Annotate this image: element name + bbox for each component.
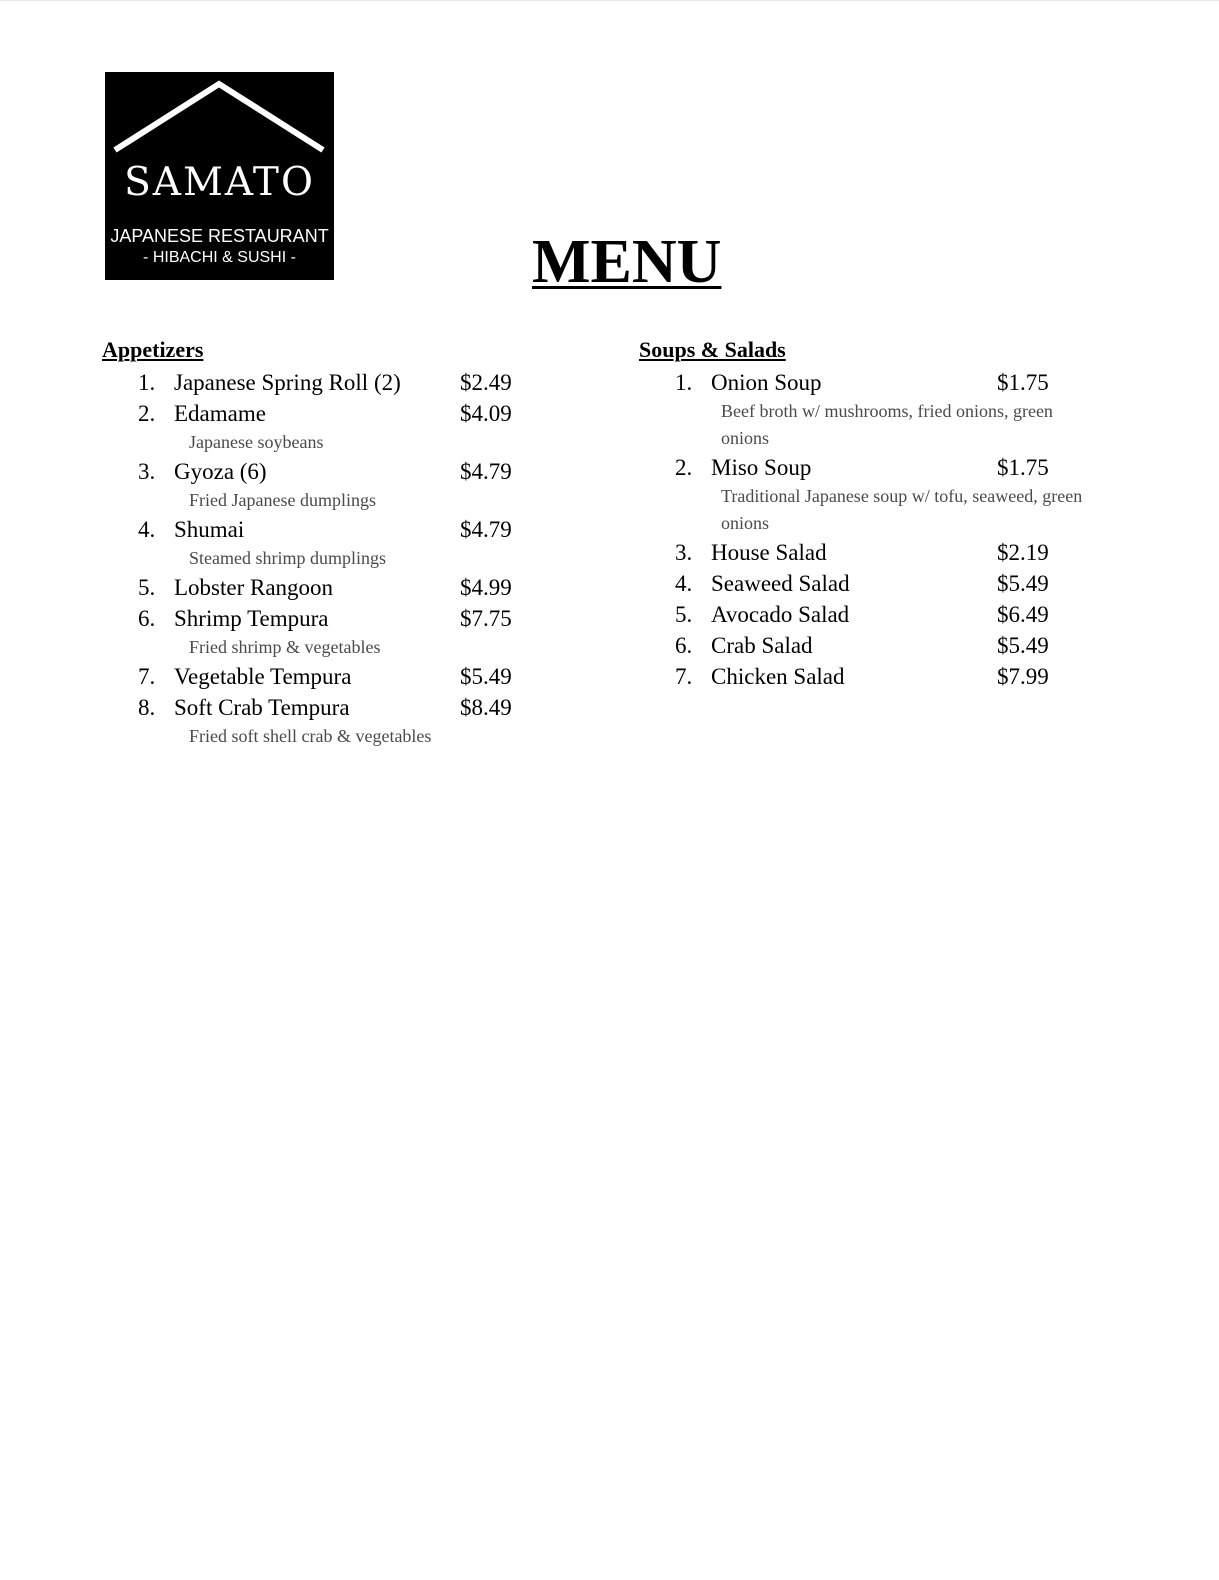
menu-item-number: 5. (138, 575, 156, 600)
menu-item-name: House Salad (711, 540, 827, 565)
menu-item-name: Miso Soup (711, 455, 812, 480)
menu-item-row (102, 661, 572, 692)
menu-item (102, 514, 572, 572)
menu-item-name: Lobster Rangoon (174, 575, 334, 600)
menu-item-number: 1. (675, 370, 693, 395)
menu-item-name: Seaweed Salad (711, 571, 850, 596)
menu-item-number: 4. (675, 571, 693, 596)
menu-item-price: $1.75 (997, 370, 1049, 395)
menu-item-price: $2.19 (997, 540, 1049, 565)
menu-item-price: $4.09 (460, 401, 512, 426)
menu-item-name: Onion Soup (711, 370, 822, 395)
menu-item-name: Soft Crab Tempura (174, 695, 350, 720)
restaurant-logo (105, 72, 334, 280)
menu-item-row (102, 398, 572, 429)
menu-item-description: Traditional Japanese soup w/ tofu, seaweed, green onions (721, 486, 1083, 533)
page-title: MENU (532, 228, 722, 296)
menu-item-description: Japanese soybeans (189, 432, 324, 452)
menu-item-description: Beef broth w/ mushrooms, fried onions, green onions (721, 401, 1053, 448)
menu-item (102, 398, 572, 456)
menu-item-row (639, 568, 1109, 599)
menu-item (639, 367, 1109, 452)
soups-salads-list (639, 367, 1109, 692)
menu-item-row (639, 599, 1109, 630)
menu-item-number: 2. (675, 455, 693, 480)
menu-item-number: 8. (138, 695, 156, 720)
menu-item-number: 1. (138, 370, 156, 395)
menu-item (102, 661, 572, 692)
menu-item-price: $2.49 (460, 370, 512, 395)
menu-item-description: Fried Japanese dumplings (189, 490, 376, 510)
appetizers-list (102, 367, 572, 750)
menu-item (639, 630, 1109, 661)
section-heading: Soups & Salads (639, 337, 786, 362)
menu-item-name: Chicken Salad (711, 664, 845, 689)
menu-item-price: $4.99 (460, 575, 512, 600)
menu-item (102, 367, 572, 398)
appetizers-section (102, 336, 572, 750)
menu-item (639, 568, 1109, 599)
menu-item (102, 603, 572, 661)
menu-item-row (639, 661, 1109, 692)
menu-item (102, 572, 572, 603)
menu-item-name: Vegetable Tempura (174, 664, 352, 689)
menu-item-name: Avocado Salad (711, 602, 850, 627)
menu-item-price: $7.99 (997, 664, 1049, 689)
roof-icon (105, 72, 334, 162)
menu-item-description: Fried soft shell crab & vegetables (189, 726, 432, 746)
menu-item-row (102, 692, 572, 723)
menu-item-name: Japanese Spring Roll (2) (174, 370, 401, 395)
menu-item-price: $1.75 (997, 455, 1049, 480)
menu-item-number: 7. (675, 664, 693, 689)
menu-item-name: Shumai (174, 517, 245, 542)
section-heading: Appetizers (102, 337, 204, 362)
menu-item-name: Crab Salad (711, 633, 813, 658)
menu-item-row (102, 367, 572, 398)
menu-item-price: $6.49 (997, 602, 1049, 627)
menu-item (639, 537, 1109, 568)
menu-item-row (102, 572, 572, 603)
menu-item-price: $4.79 (460, 517, 512, 542)
menu-item-number: 2. (138, 401, 156, 426)
menu-item-number: 3. (675, 540, 693, 565)
menu-item-price: $5.49 (997, 571, 1049, 596)
logo-tagline: - HIBACHI & SUSHI - (143, 249, 296, 266)
menu-item-description: Steamed shrimp dumplings (189, 548, 386, 568)
menu-item-name: Shrimp Tempura (174, 606, 329, 631)
menu-item-number: 6. (675, 633, 693, 658)
menu-item-number: 7. (138, 664, 156, 689)
menu-item-number: 4. (138, 517, 156, 542)
menu-item-number: 3. (138, 459, 156, 484)
menu-item (102, 692, 572, 750)
menu-item (639, 661, 1109, 692)
menu-item-row (639, 537, 1109, 568)
menu-item-row (639, 452, 1109, 483)
menu-item-row (639, 630, 1109, 661)
logo-subtitle: JAPANESE RESTAURANT (110, 226, 329, 246)
menu-item-price: $8.49 (460, 695, 512, 720)
menu-item-row (102, 456, 572, 487)
logo-brand-name: SAMATO (124, 160, 315, 205)
menu-item-description: Fried shrimp & vegetables (189, 637, 381, 657)
menu-item (639, 452, 1109, 537)
menu-item-number: 6. (138, 606, 156, 631)
page-top-border (0, 0, 1219, 1)
menu-item-price: $7.75 (460, 606, 512, 631)
menu-item-price: $5.49 (997, 633, 1049, 658)
menu-item (102, 456, 572, 514)
menu-item-name: Edamame (174, 401, 266, 426)
menu-item-row (639, 367, 1109, 398)
menu-item-price: $4.79 (460, 459, 512, 484)
menu-item-name: Gyoza (6) (174, 459, 267, 484)
menu-item-row (102, 514, 572, 545)
menu-item-row (102, 603, 572, 634)
menu-item (639, 599, 1109, 630)
menu-item-price: $5.49 (460, 664, 512, 689)
menu-item-number: 5. (675, 602, 693, 627)
soups-salads-section (639, 336, 1109, 692)
